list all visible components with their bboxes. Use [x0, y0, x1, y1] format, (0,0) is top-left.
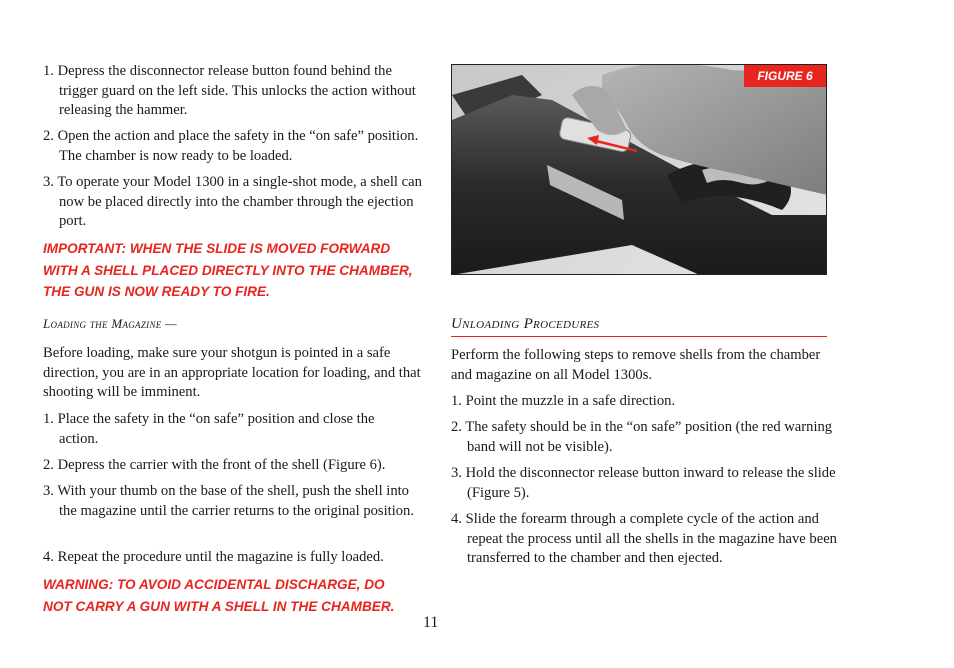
important-notice: IMPORTANT: WHEN THE SLIDE IS MOVED FORWARD WITH A SHELL PLACED DIRECTLY INTO THE CHAMBER, THE GUN IS NOW READY TO FIRE.: [43, 241, 413, 299]
unloading-step-3: 3. Hold the disconnector release button inward to release the slide (Figure 5).: [451, 465, 836, 501]
loading-step-3: 3. With your thumb on the base of the shell, push the shell into the magazine until the carrier returns to the original position.: [43, 483, 415, 519]
unloading-intro: Perform the following steps to remove shells from the chamber and magazine on all Model 1300s.: [451, 347, 821, 383]
figure-label: FIGURE 6: [744, 65, 826, 87]
loading-step-2: 2. Depress the carrier with the front of the shell (Figure 6).: [43, 457, 386, 473]
warning-notice: WARNING: TO AVOID ACCIDENTAL DISCHARGE, DO NOT CARRY A GUN WITH A SHELL IN THE CHAMBER.: [43, 577, 395, 614]
loading-step-1: 1. Place the safety in the “on safe” position and close the action.: [43, 411, 375, 447]
loading-heading: Loading the Magazine —: [43, 316, 177, 331]
unloading-step-4: 4. Slide the forearm through a complete cycle of the action and repeat the process until all the shells in the magazine have been transferred to the chamber and then ejected.: [451, 511, 837, 567]
loading-step-4: 4. Repeat the procedure until the magazine is fully loaded.: [43, 549, 384, 565]
unloading-heading: Unloading Procedures: [451, 316, 600, 332]
unloading-step-2: 2. The safety should be in the “on safe” position (the red warning band will not be visible).: [451, 419, 833, 455]
figure-6: [451, 64, 827, 275]
figure-caption: Loading the magazine.: [468, 237, 565, 248]
heading-rule: [451, 336, 827, 337]
page-number: 11: [423, 614, 439, 631]
loading-intro: Before loading, make sure your shotgun is pointed in a safe direction, you are in an appropriate location for loading, and that shooting will be imminent.: [43, 345, 421, 401]
left-step-2: 2. Open the action and place the safety in the “on safe” position. The chamber is now ready to be loaded.: [43, 128, 419, 164]
unloading-step-1: 1. Point the muzzle in a safe direction.: [451, 393, 676, 409]
left-step-3: 3. To operate your Model 1300 in a single-shot mode, a shell can now be placed directly into the chamber through the ejection port.: [43, 174, 422, 230]
left-step-1: 1. Depress the disconnector release button found behind the trigger guard on the left side. This unlocks the action without releasing the hammer.: [43, 63, 416, 119]
